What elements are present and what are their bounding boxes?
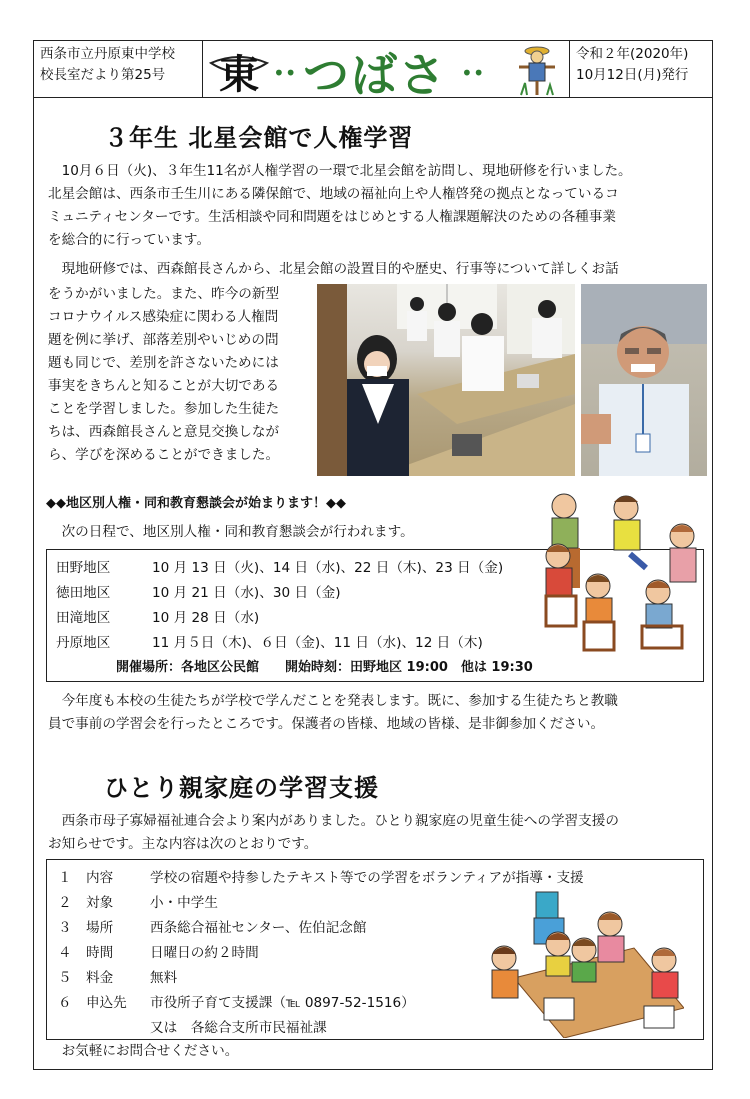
- venue-time: 開催場所：各地区公民館 開始時刻：田野地区 19:00 他は 19:30: [116, 660, 533, 675]
- article1-p2-line1: 現地研修では、西森館長さんから、北星会館の設置目的や歴史、行事等について詳しくお話: [48, 261, 619, 277]
- logo-kanji: 東: [219, 51, 259, 98]
- logo-area: [203, 40, 569, 102]
- school-name: 西条市立丹原東中学校: [40, 46, 175, 62]
- schedule-area: 田滝地区: [56, 610, 111, 626]
- era-date: 令和２年(2020年): [576, 46, 689, 62]
- item-number: ５: [58, 970, 72, 986]
- classroom-photo: [317, 284, 575, 476]
- dots-right-icon: ••: [461, 61, 485, 85]
- logo-title: つばさ: [303, 48, 447, 102]
- item-number: ２: [58, 895, 72, 911]
- article2-intro-line1: 西条市母子寡婦福祉連合会より案内がありました。ひとり親家庭の児童生徒への学習支援の: [48, 813, 619, 829]
- item-label: 対象: [86, 895, 114, 911]
- article1-p2-line5: 題も同じで、差別を許さないためには: [48, 355, 279, 371]
- schedule-area: 徳田地区: [56, 585, 111, 601]
- item-number: ６: [58, 995, 72, 1011]
- section2-closing-line1: 今年度も本校の生徒たちが学校で学んだことを発表します。既に、参加する生徒たちと教職: [48, 693, 618, 709]
- support-item: [58, 866, 584, 886]
- classroom-scene: [317, 284, 575, 476]
- article2-title: ひとり親家庭の学習支援: [104, 774, 379, 802]
- schedule-area: 田野地区: [56, 560, 111, 576]
- support-item: [58, 941, 259, 961]
- support-item: [58, 916, 366, 936]
- speaker-scene: [581, 284, 707, 476]
- support-item-extra: 又は 各総合支所市民福祉課: [150, 1020, 327, 1036]
- article2-footer: お気軽にお問合せください。: [48, 1043, 239, 1059]
- school-info-box: [33, 40, 203, 98]
- support-item: [58, 891, 218, 911]
- schedule-area: 丹原地区: [56, 635, 111, 651]
- article1-p1-line1: 10月６日（火)、３年生11名が人権学習の一環で北星会館を訪問し、現地研修を行いました。: [48, 163, 632, 179]
- article1-p2-line2: をうかがいました。また、昨今の新型: [48, 286, 280, 302]
- article1-p2-line8: ちは、西森館長さんと意見交換しなが: [48, 424, 280, 440]
- item-number: ３: [58, 920, 72, 936]
- item-label: 時間: [86, 945, 114, 961]
- schedule-row: [56, 606, 259, 626]
- item-label: 場所: [86, 920, 114, 936]
- section2-intro: 次の日程で、地区別人権・同和教育懇談会が行われます。: [48, 524, 414, 540]
- article2-intro-line2: お知らせです。主な内容は次のとおりです。: [48, 836, 318, 852]
- article1-p2-line3: コロナウイルス感染症に関わる人権問: [48, 309, 279, 325]
- newsletter-number: 校長室だより第25号: [40, 67, 166, 83]
- item-label: 料金: [86, 970, 114, 986]
- scarecrow-icon: [517, 43, 557, 97]
- study-clipart: [484, 888, 684, 1038]
- item-text: 小・中学生: [150, 895, 218, 911]
- schedule-dates: 10 月 21 日（水)、30 日（金): [152, 585, 341, 601]
- article1-title: ３年生 北星会館で人権学習: [104, 124, 414, 152]
- schedule-dates: 11 月５日（木)、６日（金)、11 日（水)、12 日（木): [152, 635, 483, 651]
- discussion-clipart: [534, 488, 704, 653]
- support-item: [58, 991, 415, 1011]
- article1-p1-line2: 北星会館は、西条市壬生川にある隣保館で、地域の福祉向上や人権啓発の拠点となっているコ: [48, 186, 619, 202]
- item-number: ４: [58, 945, 72, 961]
- schedule-dates: 10 月 28 日（水): [152, 610, 260, 626]
- schedule-row: [56, 631, 483, 651]
- article1-p2-line4: 題を例に挙げ、部落差別やいじめの問: [48, 332, 279, 348]
- article1-p2-line7: ことを学習しました。参加した生徒た: [48, 401, 280, 417]
- item-text: 学校の宿題や持参したテキスト等での学習をボランティアが指導・支援: [150, 870, 584, 886]
- item-label: 内容: [86, 870, 114, 886]
- speaker-photo: [581, 284, 707, 476]
- schedule-row: [56, 556, 503, 576]
- item-text: 無料: [150, 970, 178, 986]
- item-text: 市役所子育て支援課（℡ 0897-52-1516）: [150, 995, 415, 1011]
- item-label: 申込先: [86, 995, 127, 1011]
- section2-closing-line2: 員で事前の学習会を行ったところです。保護者の皆様、地域の皆様、是非御参加ください。: [48, 716, 605, 732]
- date-box: [569, 40, 713, 98]
- item-number: １: [58, 870, 72, 886]
- issue-date: 10月12日(月)発行: [576, 67, 689, 83]
- support-item: [58, 966, 177, 986]
- article1-p2-line9: ら、学びを深めることができました。: [48, 447, 280, 463]
- article1-p1-line4: を総合的に行っています。: [48, 232, 211, 248]
- section2-heading: ◆◆地区別人権・同和教育懇談会が始まります！◆◆: [46, 496, 346, 511]
- article1-p2-line6: 事実をきちんと知ることが大切である: [48, 378, 280, 394]
- dots-left-icon: ••: [273, 61, 297, 85]
- item-text: 日曜日の約２時間: [150, 945, 259, 961]
- article1-p1-line3: ミュニティセンターです。生活相談や同和問題をはじめとする人権課題解決のための各種事業: [48, 209, 616, 225]
- item-text: 西条総合福祉センター、佐伯記念館: [150, 920, 367, 936]
- schedule-dates: 10 月 13 日（火)、14 日（水)、22 日（木)、23 日（金): [152, 560, 504, 576]
- schedule-row: [56, 581, 341, 601]
